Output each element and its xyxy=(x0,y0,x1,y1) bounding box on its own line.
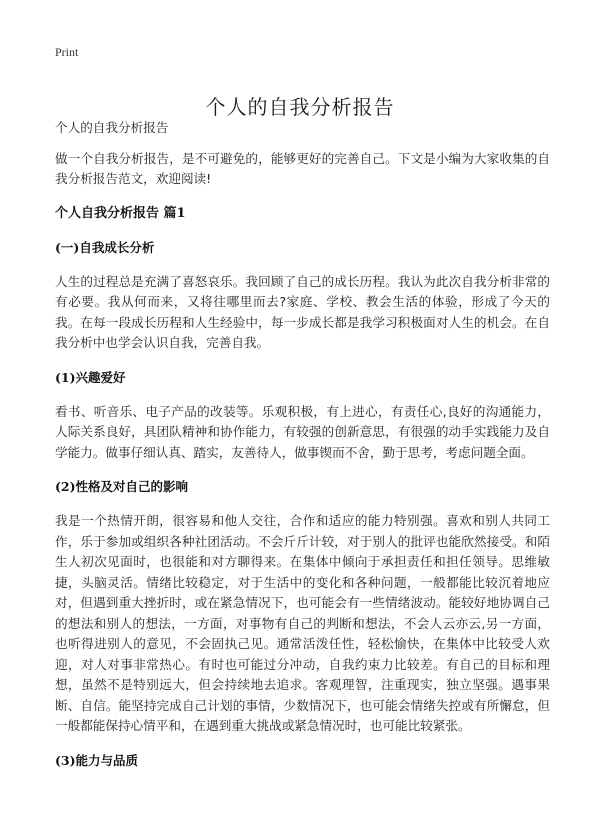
section-heading-personality: (2)性格及对自己的影响 xyxy=(55,479,189,494)
section-heading-growth: (一)自我成长分析 xyxy=(55,239,155,255)
section-text-interests: 看书、听音乐、电子产品的改装等。乐观积极，有上进心，有责任心,良好的沟通能力，人际关系良好，具团队精神和协作能力，有较强的创新意思，有很强的动手实践能力及自学能力。做事仔细认真、踏实，友善待人，做事锲而不舍，勤于思考，考虑问题全面。 xyxy=(55,403,550,460)
section-heading-interests: (1)兴趣爱好 xyxy=(55,369,126,385)
section-heading-abilities: (3)能力与品质 xyxy=(55,752,139,768)
section-text-personality: 我是一个热情开朗，很容易和他人交往，合作和适应的能力特别强。喜欢和别人共同工作，乐于参加或组织各种社团活动。不会斤斤计较，对于别人的批评也能欣然接受。和陌生人初次见面时，也很能和对方聊得来。在集体中倾向于承担责任和担任领导。思维敏捷，头脑灵活。情绪比较稳定，对于生活中的变化和各种问题，一般都能比较沉着地应对，但遇到重大挫折时，或在紧急情况下，也可能会有一些情绪波动。能较好地协调自己的想法和别人的想法，一方面，对事物有自己的判断和想法，不会人云亦云,另一方面，也听得进别人的意见，不会固执己见。通常活泼任性，轻松愉快，在集体中比较受人欢迎，对人对事非常热心。有时也可能过分冲动，自我约束力比较差。有自己的目标和理想，虽然不是特别远大，但会持续地去追求。客观理智，注重现实，独立坚强。遇事果断、自信。能坚持完成自己计划的事情，少数情况下，也可能会情绪失控或有所懈怠，但一般都能保持心情平和，在遇到重大挑战或紧急情况时，也可能比较紧张。 xyxy=(55,513,550,733)
page-title: 个人的自我分析报告 xyxy=(205,95,395,120)
article-body xyxy=(55,118,550,785)
section-text-growth: 人生的过程总是充满了喜怒哀乐。我回顾了自己的成长历程。我认为此次自我分析非常的有必要。我从何而来，又将往哪里而去?家庭、学校、教会生活的体验，形成了今天的我。在每一段成长历程和人生经验中，每一步成长都是我学习积极面对人生的机会。在自我分析中也学会认识自我，完善自我。 xyxy=(55,273,550,350)
article-subtitle: 个人的自我分析报告 xyxy=(55,120,169,135)
article-heading: 个人自我分析报告 篇1 xyxy=(55,205,186,221)
article-intro: 做一个自我分析报告，是不可避免的，能够更好的完善自己。下文是小编为大家收集的自我分析报告范文，欢迎阅读! xyxy=(55,150,550,186)
print-link[interactable]: Print xyxy=(55,45,79,59)
